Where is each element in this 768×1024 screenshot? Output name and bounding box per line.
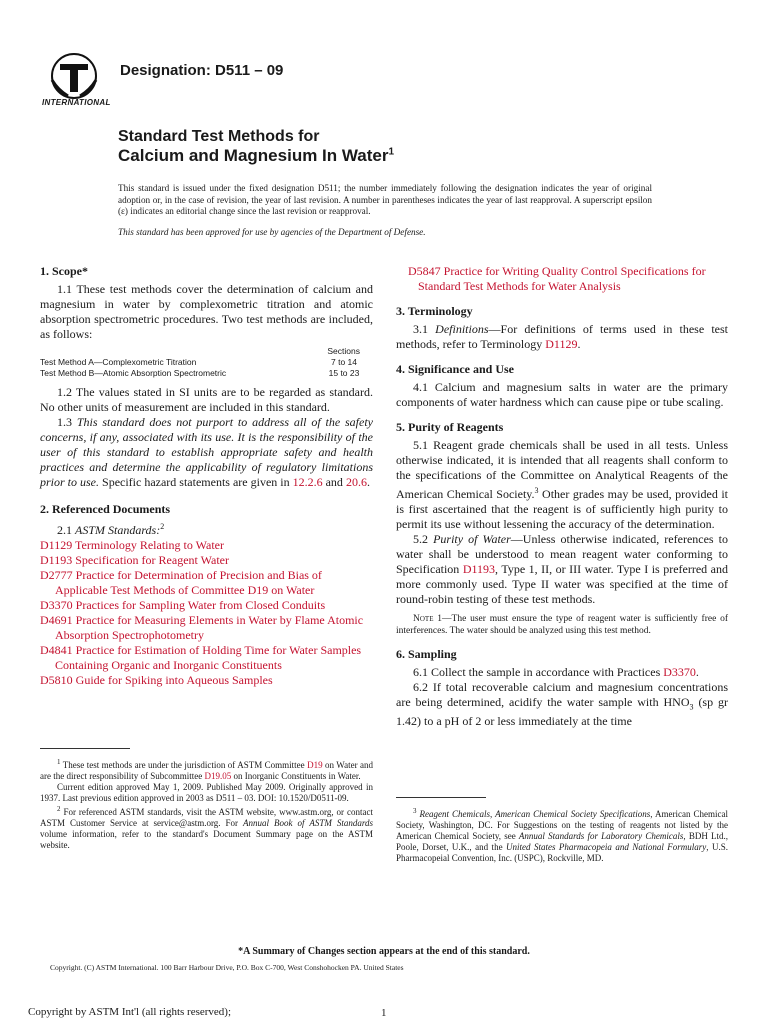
ref-title-link[interactable]: Practices for Sampling Water from Closed Conduits (75, 598, 326, 612)
footnote-3-italic-2: Annual Standards for Laboratory Chemicals (518, 831, 684, 841)
section-4-1: 4.1 Calcium and magnesium salts in water are the primary components of water hardness which can cause pipe or tube scaling. (396, 380, 728, 409)
section-4-heading: 4. Significance and Use (396, 362, 515, 376)
ref-code-link[interactable]: D1129 (40, 538, 73, 552)
methods-table (40, 346, 373, 379)
footnote-1-b: on Water and are the direct responsibility of Subcommittee (40, 760, 373, 781)
section-5-1-b: Other grades may be used, provided it is first ascertained that the reagent is of sufficiently high purity to permit its use without lessening the accuracy of the determination. (396, 487, 728, 531)
methods-row (40, 368, 373, 379)
ref-code-link[interactable]: D1193 (40, 553, 73, 567)
section-6-1: 6.1 Collect the sample in accordance with Practices D3370. (413, 665, 699, 679)
footnote-3-b: , BDH Ltd., Poole, Dorset, U.K., and the (396, 831, 729, 852)
astm-logo-subtext: INTERNATIONAL (42, 98, 111, 107)
section-6-2-a: 6.2 If total recoverable calcium and magnesium concentrations are being determined, acidify the water sample with HNO (396, 680, 728, 709)
ref-title-link[interactable]: Specification for Reagent Water (75, 553, 229, 567)
footnote-1 (40, 757, 373, 782)
footnote-3-italic-3: United States Pharmacopeia and National Formulary (506, 842, 707, 852)
ref-item (40, 613, 373, 643)
footnote-1-edition: Current edition approved May 1, 2009. Published May 2009. Originally approved in 1937. Last previous edition approved in 2003 as D511 – 03. DOI: 10.1520/D0511-09. (40, 782, 373, 803)
section-1-3-num: 1.3 (57, 415, 72, 429)
footnote-3-italic-1: Reagent Chemicals, American Chemical Society Specifications (419, 809, 651, 819)
ref-link-d1129[interactable]: D1129 (545, 337, 578, 351)
method-name: Test Method B—Atomic Absorption Spectrometric (40, 368, 227, 378)
section-5-2-label: Purity of Water (433, 532, 511, 546)
ref-item (40, 643, 373, 673)
section-3-1-label: Definitions (435, 322, 489, 336)
ref-item (40, 598, 373, 613)
section-5-1 (396, 438, 728, 532)
section-5-1-a: 5.1 Reagent grade chemicals shall be used in all tests. Unless otherwise indicated, it is intended that all reagents shall conform to the specifications of the Committee on Analytical Reagents of the American Chemical Society. (396, 438, 728, 501)
section-1-2: 1.2 The values stated in SI units are to be regarded as standard. No other units of measurement are included in this standard. (40, 385, 373, 414)
title-line1: Standard Test Methods for (118, 128, 320, 145)
summary-of-changes-note: *A Summary of Changes section appears at the end of this standard. (238, 946, 530, 957)
ref-title-link[interactable]: Terminology Relating to Water (75, 538, 224, 552)
section-2-1 (40, 519, 373, 538)
footnote-1-mark: 1 (57, 758, 61, 766)
title-main: Calcium and Magnesium In Water (118, 146, 389, 165)
ref-title-link[interactable]: Guide for Spiking into Aqueous Samples (75, 673, 273, 687)
section-1-3-tail: Specific hazard statements are given in (102, 475, 290, 489)
ref-link-12-2-6[interactable]: 12.2.6 (292, 475, 323, 489)
footnote-divider-left (40, 748, 130, 749)
footnote-3-ref: 3 (534, 486, 539, 495)
footnote-2-a: For referenced ASTM standards, visit the ASTM website, www.astm.org, or contact ASTM Customer Service at service@astm.org. For (40, 807, 374, 828)
ref-code-link[interactable]: D3370 (40, 598, 73, 612)
section-5-2-num: 5.2 (413, 532, 428, 546)
astm-logo (38, 52, 112, 110)
footnote-3-a: , American Chemical Society, Washington, DC. For Suggestions on the testing of reagents not listed by the American Chemical Society, see (396, 809, 728, 841)
referenced-standards-list (40, 538, 373, 688)
section-6-2-sub: 3 (689, 702, 694, 712)
note-1-text: 1—The user must ensure the type of reagent water is sufficiently free of interferences. The water should be analyzed using this test method. (396, 614, 729, 636)
footnote-divider-right (396, 797, 486, 798)
note-1-label: Note (413, 614, 434, 624)
footnote-2-ref: 2 (160, 522, 165, 531)
footnote-2-b: volume information, refer to the standard's Document Summary page on the ASTM website. (40, 829, 373, 850)
ref-code-link[interactable]: D5810 (40, 673, 73, 687)
copyright-address: Copyright. (C) ASTM International. 100 Barr Harbour Drive, P.O. Box C-700, West Conshohocken PA. United States (50, 963, 404, 972)
page-number: 1 (381, 1007, 387, 1019)
footnote-3-c: , U.S. Pharmacopeial Convention, Inc. (USPC), Rockville, MD. (396, 842, 729, 863)
footnote-2 (40, 804, 373, 851)
ref-item (40, 538, 373, 553)
ref-link-d19[interactable]: D19 (307, 760, 323, 770)
section-1-3-and: and (325, 475, 343, 489)
right-column (396, 264, 728, 729)
ref-item (40, 673, 373, 688)
ref-title-link[interactable]: Practice for Estimation of Holding Time for Water Samples Containing Organic and Inorganic Constituents (55, 643, 362, 672)
footnote-2-mark: 2 (57, 805, 61, 813)
designation: Designation: D511 – 09 (120, 62, 284, 79)
preamble-dod: This standard has been approved for use by agencies of the Department of Defense. (118, 227, 426, 237)
ref-link-d3370[interactable]: D3370 (663, 665, 696, 679)
footnote-1-a: These test methods are under the jurisdiction of ASTM Committee (62, 760, 305, 770)
section-2-heading: 2. Referenced Documents (40, 502, 171, 516)
section-6-2 (396, 680, 728, 729)
preamble-text: This standard is issued under the fixed designation D511; the number immediately following the designation indicates the year of original adoption or, in the case of revision, the year of last revision. A number in parentheses indicates the year of last reapproval. A superscript epsilon (ε) indicates an editorial change since the last revision or reapproval. (118, 183, 652, 216)
section-5-heading: 5. Purity of Reagents (396, 420, 504, 434)
section-6-1-a: 6.1 Collect the sample in accordance with Practices (413, 665, 661, 679)
ref-title-link[interactable]: Practice for Measuring Elements in Water by Flame Atomic Absorption Spectrophotometry (55, 613, 364, 642)
method-name: Test Method A—Complexometric Titration (40, 357, 197, 367)
method-sections: 15 to 23 (328, 368, 360, 378)
section-5-2-a: —Unless otherwise indicated, references to water shall be understood to mean reagent water conforming to Specification (396, 532, 728, 576)
footnote-2-italic: Annual Book of ASTM Standards (243, 818, 374, 828)
footnotes-right (396, 806, 728, 864)
ref-title-link[interactable]: Practice for Writing Quality Control Specifications for Standard Test Methods for Water Analysis (418, 264, 706, 293)
section-3-1-text: —For definitions of terms used in these test methods, refer to Terminology (396, 322, 728, 351)
section-5-2 (396, 532, 728, 607)
ref-link-20-6[interactable]: 20.6 (345, 475, 367, 489)
note-1 (396, 613, 728, 637)
footnote-1-c: on Inorganic Constituents in Water. (233, 771, 361, 781)
ref-link-d1193[interactable]: D1193 (462, 562, 496, 576)
method-sections: 7 to 14 (331, 357, 357, 367)
section-6-2-b: (sp gr 1.42) to a pH of 2 or less immediately at the time (396, 695, 729, 729)
ref-item (396, 264, 728, 294)
footnote-3-mark: 3 (413, 807, 417, 815)
section-1-3: 1.3 This standard does not purport to address all of the safety concerns, if any, associated with its use. It is the responsibility of the user of this standard to establish appropriate safety and health practices and determine the applicability of regulatory limitations prior to use. Specific hazard statements are given in 12.2.6 and 20.6. (40, 415, 373, 489)
ref-code-link[interactable]: D2777 (40, 568, 73, 582)
ref-item (40, 568, 373, 598)
left-column (40, 264, 373, 688)
title-line2 (118, 146, 394, 166)
section-3-1-num: 3.1 (413, 322, 428, 336)
ref-title-link[interactable]: Practice for Determination of Precision and Bias of Applicable Test Methods of Committee D19 on Water (55, 568, 322, 597)
section-3-heading: 3. Terminology (396, 304, 473, 318)
section-3-1: 3.1 Definitions—For definitions of terms used in these test methods, refer to Terminology D1129. (396, 322, 728, 351)
methods-row (40, 357, 373, 368)
ref-link-d19-05[interactable]: D19.05 (204, 771, 232, 781)
footnote-3 (396, 806, 728, 864)
ref-code-link[interactable]: D5847 (408, 264, 441, 278)
ref-item (40, 553, 373, 568)
copyright-notice: Copyright by ASTM Int'l (all rights reserved); (28, 1006, 232, 1018)
safety-statement: This standard does not purport to address all of the safety concerns, if any, associated with its use. It is the responsibility of the user of this standard to establish appropriate safety and health practices and determine the applicability of regulatory limitations prior to use. (40, 415, 373, 489)
section-6-heading: 6. Sampling (396, 647, 457, 661)
section-2-1-label: ASTM Standards: (75, 523, 161, 537)
section-5-2-b: , Type 1, II, or III water. Type I is preferred and more commonly used. Type II water was specified at the time of round-robin testing of these test methods. (396, 562, 728, 606)
title-footnote-ref: 1 (388, 146, 395, 158)
section-2-1-num: 2.1 (57, 523, 72, 537)
methods-table-header: Sections (327, 346, 360, 356)
ref-code-link[interactable]: D4841 (40, 643, 73, 657)
section-1-heading: 1. Scope* (40, 264, 88, 278)
footnotes-left (40, 757, 373, 851)
ref-code-link[interactable]: D4691 (40, 613, 73, 627)
section-1-1: 1.1 These test methods cover the determination of calcium and magnesium in water by complexometric titration and atomic absorption spectrometric procedures. Two test methods are included, as follows: (40, 282, 373, 341)
